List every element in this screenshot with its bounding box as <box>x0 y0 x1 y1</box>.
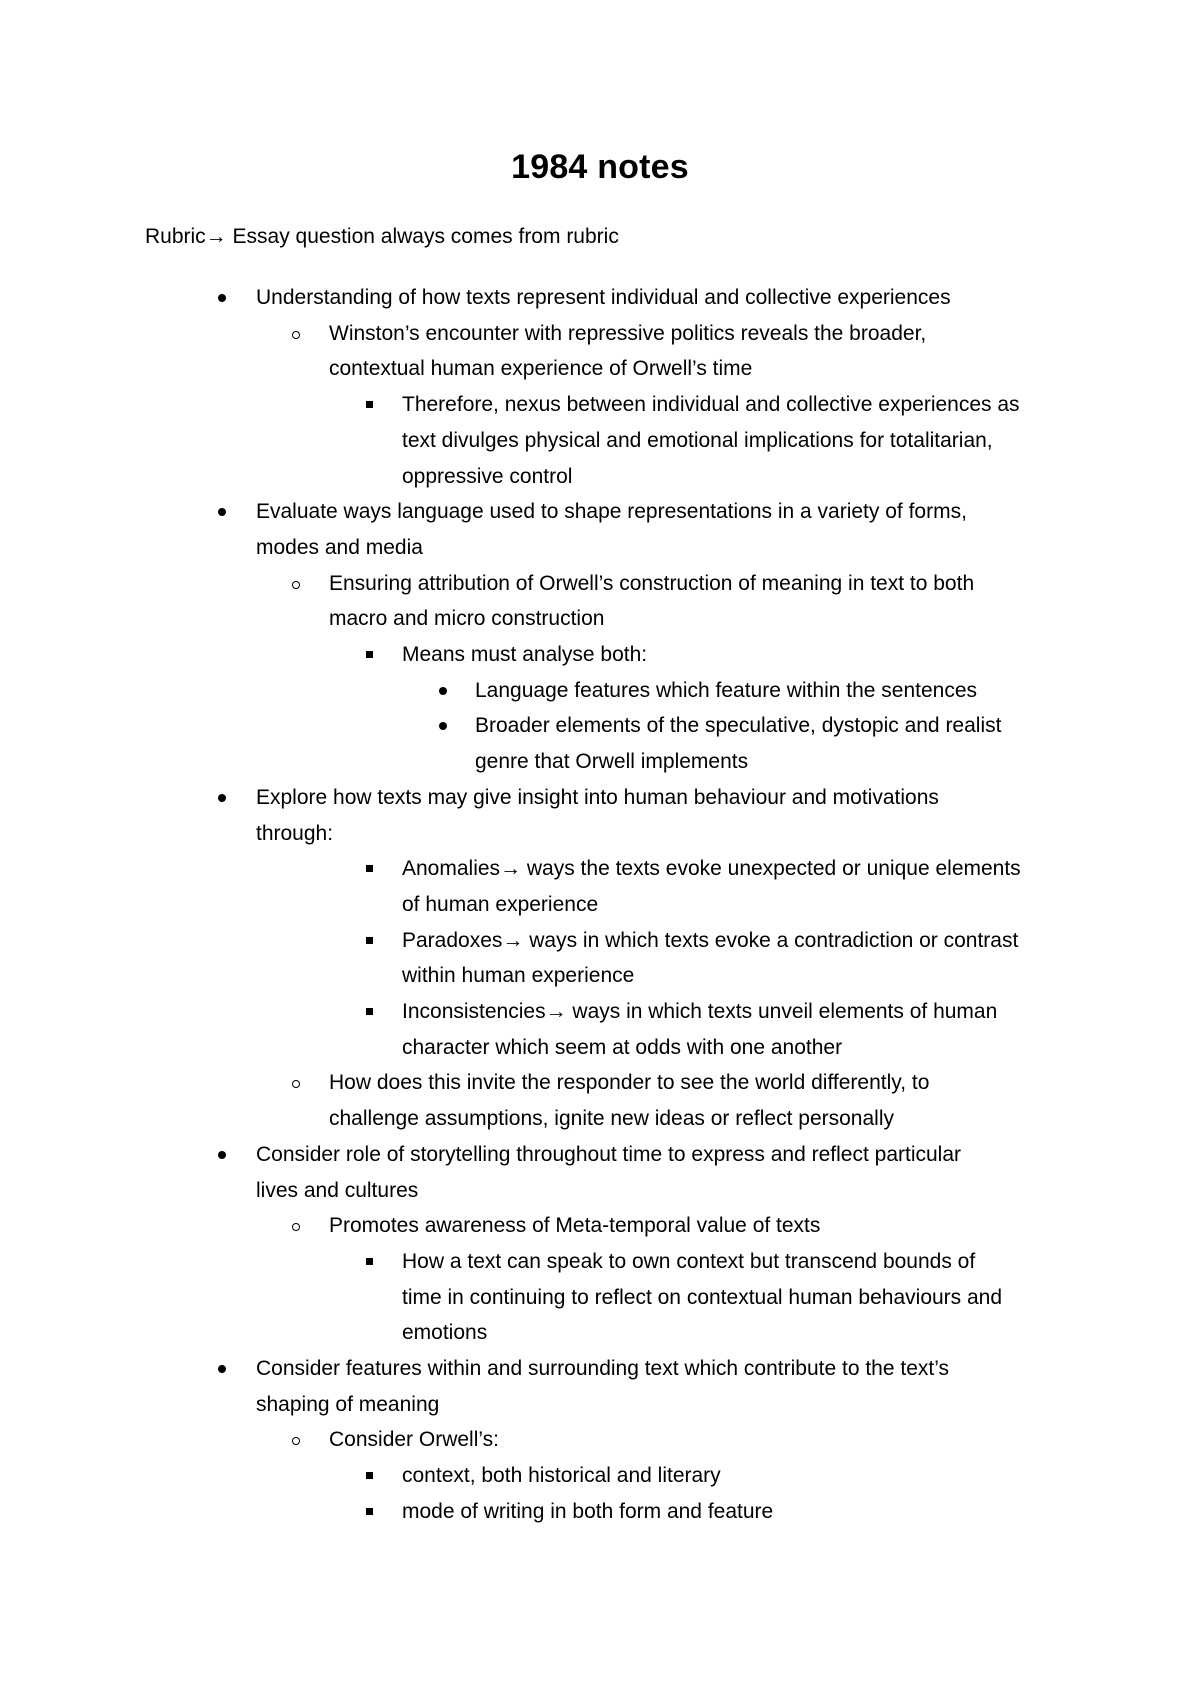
outline-line-level-1: Evaluate ways language used to shape representations in a variety of forms, <box>256 500 967 524</box>
bullet-circle-icon <box>292 566 300 589</box>
document-title: 1984 notes <box>511 148 689 186</box>
bullet-dot-icon <box>439 708 447 730</box>
outline-line-level-3: context, both historical and literary <box>402 1464 721 1488</box>
outline-line-level-1: lives and cultures <box>256 1178 419 1202</box>
outline-line-level-3: Anomalies→ ways the texts evoke unexpected or unique elements <box>402 857 1021 881</box>
outline-line-level-3: of human experience <box>402 892 599 916</box>
bullet-square-icon <box>366 1244 373 1265</box>
bullet-square-icon <box>366 851 373 872</box>
bullet-square-icon <box>366 1458 373 1479</box>
outline-line-level-2: Winston’s encounter with repressive politics reveals the broader, <box>329 321 927 345</box>
outline-line-level-3: Therefore, nexus between individual and collective experiences as <box>402 393 1020 417</box>
outline-line-level-3: oppressive control <box>402 464 573 488</box>
outline-line-level-1: Consider features within and surrounding text which contribute to the text’s <box>256 1357 949 1380</box>
outline-line-level-1: shaping of meaning <box>256 1392 440 1416</box>
bullet-square-icon <box>366 637 373 658</box>
outline-line-level-2: contextual human experience of Orwell’s time <box>329 357 753 381</box>
outline-line-level-2: macro and micro construction <box>329 607 605 631</box>
outline-line-level-1: modes and media <box>256 535 423 559</box>
outline-line-level-2: Consider Orwell’s: <box>329 1428 499 1452</box>
outline-line-level-4: Broader elements of the speculative, dystopic and realist <box>475 714 1002 738</box>
outline-line-level-3: Inconsistencies→ ways in which texts unveil elements of human <box>402 1000 998 1023</box>
rubric-line: Rubric→ Essay question always comes from rubric <box>145 225 619 248</box>
outline-line-level-2: challenge assumptions, ignite new ideas or reflect personally <box>329 1107 894 1131</box>
outline-line-level-3: Means must analyse both: <box>402 643 648 666</box>
bullet-dot-icon <box>218 1137 226 1159</box>
outline-line-level-3: character which seem at odds with one another <box>402 1035 843 1059</box>
bullet-circle-icon <box>292 1422 300 1445</box>
outline-line-level-3: text divulges physical and emotional implications for totalitarian, <box>402 428 993 452</box>
bullet-square-icon <box>366 387 373 408</box>
outline-line-level-3: within human experience <box>402 964 635 988</box>
bullet-dot-icon <box>218 780 226 802</box>
bullet-square-icon <box>366 1494 373 1515</box>
outline-line-level-2: Promotes awareness of Meta-temporal value of texts <box>329 1214 821 1238</box>
outline-line-level-1: through: <box>256 821 334 845</box>
outline-line-level-1: Explore how texts may give insight into human behaviour and motivations <box>256 785 939 809</box>
outline-line-level-3: emotions <box>402 1321 488 1345</box>
outline-line-level-3: Paradoxes→ ways in which texts evoke a contradiction or contrast <box>402 928 1019 952</box>
outline-line-level-3: How a text can speak to own context but transcend bounds of <box>402 1249 976 1273</box>
bullet-dot-icon <box>439 673 447 695</box>
outline-line-level-4: Language features which feature within the sentences <box>475 678 978 702</box>
outline-line-level-3: time in continuing to reflect on contextual human behaviours and <box>402 1285 1003 1309</box>
bullet-circle-icon <box>292 1065 300 1088</box>
outline-line-level-1: Understanding of how texts represent individual and collective experiences <box>256 286 951 309</box>
outline-line-level-2: Ensuring attribution of Orwell’s construction of meaning in text to both <box>329 571 975 595</box>
outline-line-level-3: mode of writing in both form and feature <box>402 1499 774 1523</box>
bullet-circle-icon <box>292 1208 300 1231</box>
outline-line-level-2: How does this invite the responder to see the world differently, to <box>329 1071 930 1095</box>
bullet-square-icon <box>366 994 373 1015</box>
bullet-square-icon <box>366 923 373 944</box>
outline-line-level-1: Consider role of storytelling throughout time to express and reflect particular <box>256 1142 962 1166</box>
bullet-dot-icon <box>218 280 226 302</box>
bullet-circle-icon <box>292 316 300 339</box>
bullet-dot-icon <box>218 494 226 516</box>
outline-line-level-4: genre that Orwell implements <box>475 750 749 774</box>
bullet-dot-icon <box>218 1351 226 1373</box>
